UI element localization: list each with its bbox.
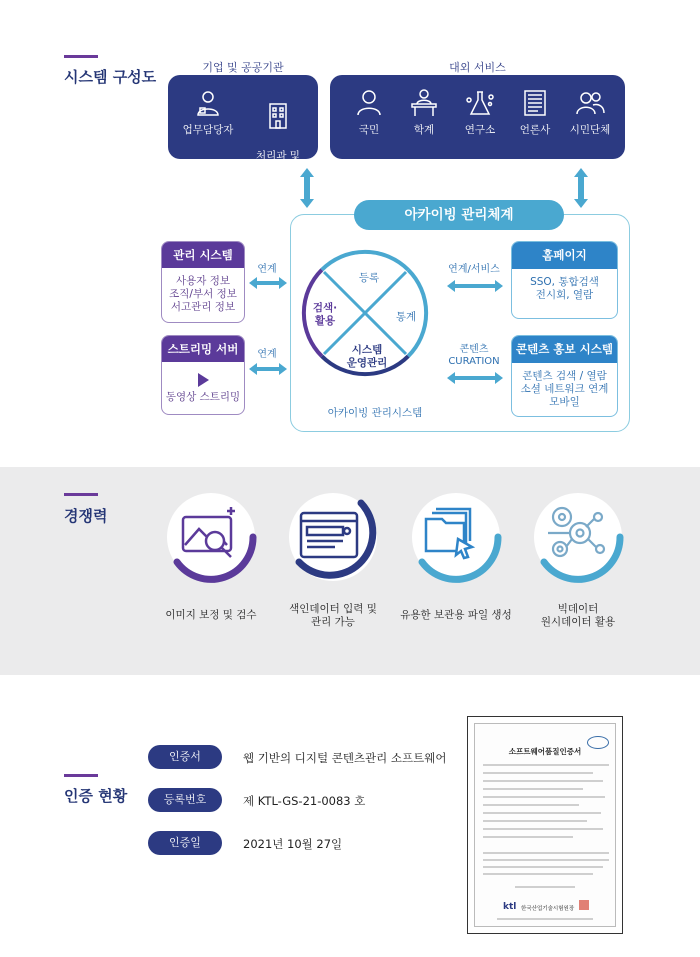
certificate-document [467,716,623,934]
homepage-title: 홈페이지 [512,242,617,269]
admin-link-arrow [248,276,288,290]
actor-worker: 업무담당자 [173,88,243,137]
feature-label-3: 유용한 보관용 파일 생성 [400,609,512,621]
admin-system-box [161,241,245,323]
gs-mark-icon [587,736,609,749]
section-accent-bar [64,774,98,777]
lecturer-icon [409,88,439,118]
public-link-arrow [297,166,317,210]
actor-academia: 학계 [389,88,459,137]
link-label-streaming: 연계 [257,349,277,360]
feature-archive-file [406,489,506,589]
cycle-register: 등록 [358,272,380,284]
competitiveness-title: 경쟁력 [64,507,108,525]
streaming-link-arrow [248,362,288,376]
admin-system-title: 관리 시스템 [162,242,244,268]
cycle-statistics: 통계 [395,311,417,323]
building-icon [263,101,293,131]
newspaper-icon [520,88,550,118]
cert-key-date: 인증일 [148,831,222,855]
cert-key-certificate: 인증서 [148,745,222,769]
archiving-governance-pill: 아카이빙 관리체계 [354,200,564,230]
system-section-title: 시스템 구성도 [64,68,157,86]
streaming-server-box [161,335,245,415]
feature-label-1: 이미지 보정 및 검수 [165,609,257,621]
feature-label-2: 색인데이터 입력 및 관리 가능 [289,603,377,628]
person-icon [354,88,384,118]
external-caption: 대외 서비스 [449,61,506,74]
flask-icon [465,88,495,118]
section-accent-bar [64,493,98,496]
cert-value-certificate: 웹 기반의 디지털 콘텐츠관리 소프트웨어 [243,751,447,765]
homepage-items: SSO, 통합검색 전시회, 열람 [530,276,599,301]
certificate-doc-org: 한국산업기술시험원장 [521,906,575,912]
actor-press: 언론사 [500,88,570,137]
section-accent-bar [64,55,98,58]
homepage-link-arrow [446,279,504,293]
certificate-doc-title: 소프트웨어품질인증서 [508,747,582,756]
group-icon [575,88,605,118]
cycle-search-use: 검색· 활용 [312,302,338,327]
external-link-arrow [571,166,591,210]
certificate-border [474,723,616,927]
admin-system-items: 사용자 정보 조직/부서 정보 서고관리 정보 [169,275,237,313]
worker-icon [193,88,223,118]
streaming-server-items: 동영상 스트리밍 [165,391,241,403]
certificate-seal [579,900,589,910]
feature-index-data [283,489,383,589]
streaming-server-title: 스트리밍 서버 [162,336,244,362]
feature-label-4: 빅데이터 원시데이터 활용 [540,603,616,628]
promo-link-arrow [446,371,504,385]
promo-system-items: 콘텐츠 검색 / 열람 소셜 네트워크 연계 모바일 [520,370,609,408]
external-service-box [330,75,625,159]
link-label-admin: 연계 [257,264,277,275]
feature-image-correction [161,489,261,589]
cert-value-reg-number: 제 KTL-GS-21-0083 호 [243,794,366,808]
actor-department: 처리과 및 업무부서 [243,88,313,176]
cert-key-reg-number: 등록번호 [148,788,222,812]
public-caption: 기업 및 공공기관 [202,61,284,74]
cycle-operation: 시스템 운영관리 [346,344,388,369]
link-label-homepage: 연계/서비스 [448,264,500,275]
promo-system-title: 콘텐츠 홍보 시스템 [512,336,617,363]
play-icon [195,372,211,388]
archive-system-caption: 아카이빙 관리시스템 [327,407,423,419]
ktl-logo: ktl [503,902,517,912]
feature-big-data [528,489,628,589]
homepage-box [511,241,618,319]
link-label-curation: 콘텐츠 CURATION [448,344,500,367]
actor-civic-group: 시민단체 [555,88,625,137]
actor-citizen: 국민 [334,88,404,137]
public-institution-box [168,75,318,175]
actor-institute: 연구소 [445,88,515,137]
certification-title: 인증 현황 [64,787,128,805]
promo-system-box [511,335,618,417]
cert-value-date: 2021년 10월 27일 [243,837,343,851]
